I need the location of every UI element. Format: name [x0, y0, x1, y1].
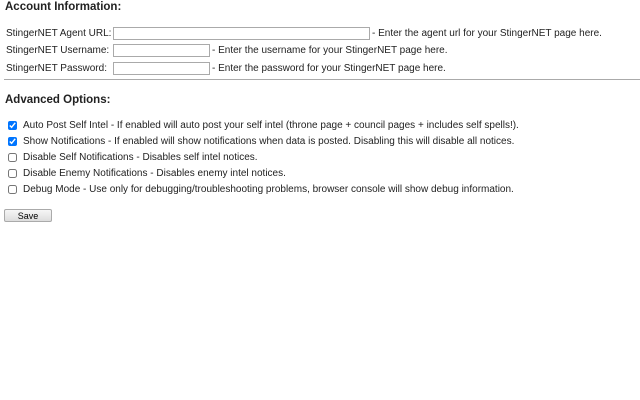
- username-hint: - Enter the username for your StingerNET page here.: [212, 45, 448, 56]
- auto-post-self-intel-checkbox[interactable]: [8, 121, 17, 130]
- account-heading: Account Information:: [5, 1, 122, 13]
- disable-enemy-notifications-checkbox[interactable]: [8, 169, 17, 178]
- agent-url-label: StingerNET Agent URL:: [6, 28, 112, 39]
- option-disable-self-notifications[interactable]: [8, 152, 258, 163]
- option-auto-post-self-intel[interactable]: [8, 120, 519, 131]
- agent-url-hint: - Enter the agent url for your StingerNET page here.: [372, 28, 602, 39]
- disable-enemy-notifications-label: Disable Enemy Notifications - Disables enemy intel notices.: [23, 168, 286, 179]
- disable-self-notifications-label: Disable Self Notifications - Disables self intel notices.: [23, 152, 258, 163]
- show-notifications-checkbox[interactable]: [8, 137, 17, 146]
- show-notifications-label: Show Notifications - If enabled will show notifications when data is posted. Disabling this will disable all notices.: [23, 136, 515, 147]
- auto-post-self-intel-label: Auto Post Self Intel - If enabled will auto post your self intel (throne page + council pages + includes self spells!).: [23, 120, 519, 131]
- agent-url-input[interactable]: [113, 27, 370, 40]
- debug-mode-checkbox[interactable]: [8, 185, 17, 194]
- save-button[interactable]: Save: [4, 209, 52, 222]
- option-disable-enemy-notifications[interactable]: [8, 168, 286, 179]
- advanced-heading: Advanced Options:: [5, 94, 111, 106]
- username-input[interactable]: [113, 44, 210, 57]
- password-hint: - Enter the password for your StingerNET page here.: [212, 63, 446, 74]
- password-label: StingerNET Password:: [6, 63, 107, 74]
- option-show-notifications[interactable]: [8, 136, 514, 147]
- debug-mode-label: Debug Mode - Use only for debugging/troubleshooting problems, browser console will show debug information.: [23, 184, 514, 195]
- password-input[interactable]: [113, 62, 210, 75]
- divider: [4, 79, 640, 80]
- username-label: StingerNET Username:: [6, 45, 110, 56]
- option-debug-mode[interactable]: [8, 184, 514, 195]
- disable-self-notifications-checkbox[interactable]: [8, 153, 17, 162]
